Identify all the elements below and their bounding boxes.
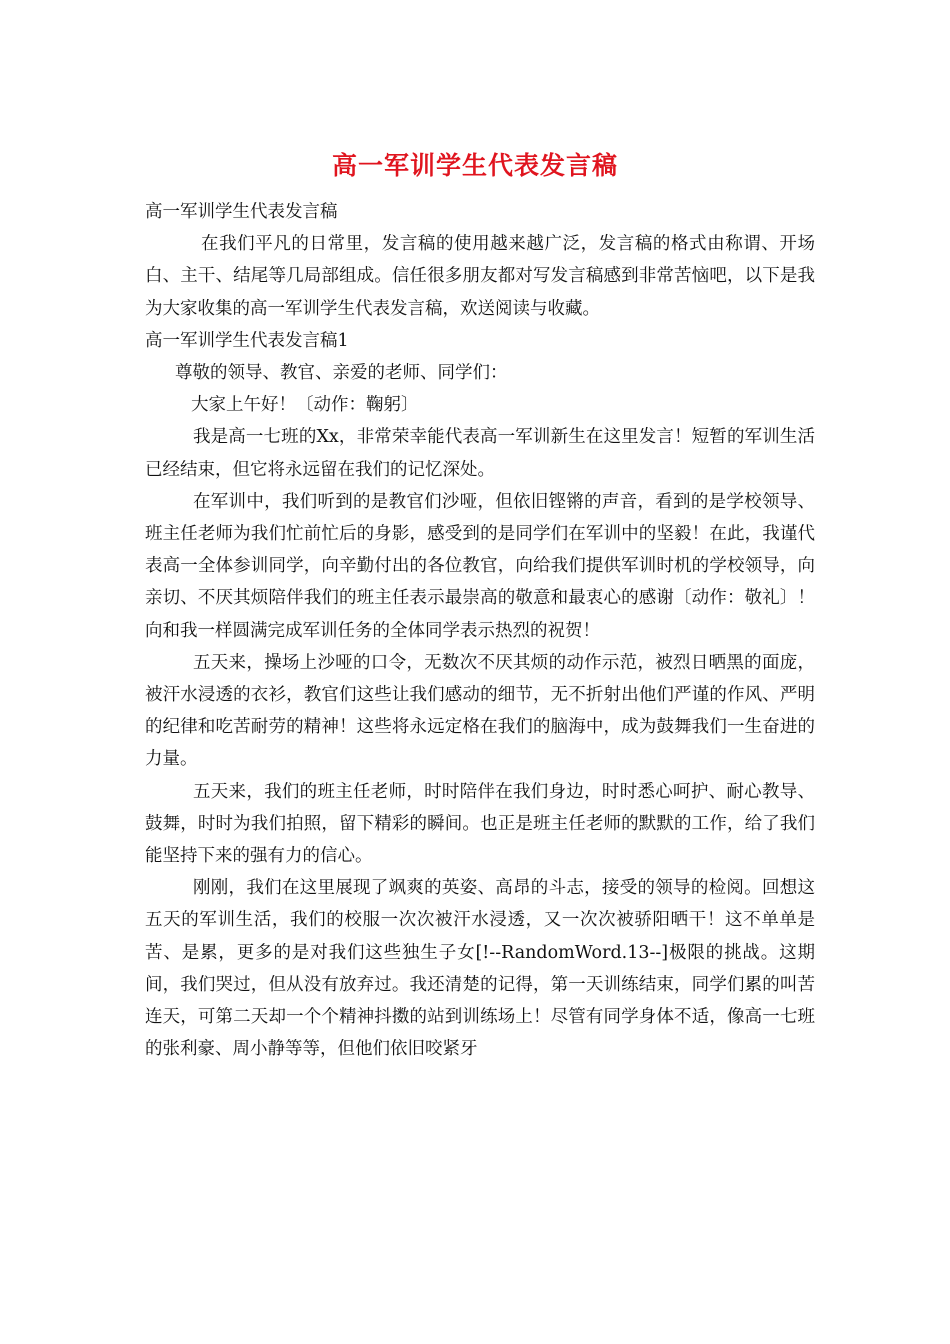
greeting: 大家上午好！〔动作：鞠躬〕	[191, 395, 419, 416]
intro-paragraph: 在我们平凡的日常里，发言稿的使用越来越广泛，发言稿的格式由称谓、开场白、主干、结尾等几局部组成。信任很多朋友都对写发言稿感到非常苦恼吧，以下是我为大家收集的高一军训学生代表发言稿，欢送阅读与收藏。	[145, 234, 815, 319]
document-subtitle: 高一军训学生代表发言稿	[145, 202, 338, 222]
section-heading: 高一军训学生代表发言稿1	[145, 330, 349, 351]
document-title: 高一军训学生代表发言稿	[331, 151, 618, 180]
body-paragraph: 在军训中，我们听到的是教官们沙哑，但依旧铿锵的声音，看到的是学校领导、班主任老师为我们忙前忙后的身影，感受到的是同学们在军训中的坚毅！在此，我谨代表高一全体参训同学，向辛勤付出的各位教官，向给我们提供军训时机的学校领导，向亲切、不厌其烦陪伴我们的班主任表示最崇高的敬意和最衷心的感谢〔动作：敬礼〕！向和我一样圆满完成军训任务的全体同学表示热烈的祝贺！	[145, 491, 815, 641]
salutation: 尊敬的领导、教官、亲爱的老师、同学们：	[175, 363, 508, 384]
body-paragraph: 刚刚，我们在这里展现了飒爽的英姿、高昂的斗志，接受的领导的检阅。回想这五天的军训生活，我们的校服一次次被汗水浸透，又一次次被骄阳晒干！这不单单是苦、是累，更多的是对我们这些独生子女[!--RandomWord.13--]极限的挑战。这期间，我们哭过，但从没有放弃过。我还清楚的记得，第一天训练结束，同学们累的叫苦连天，可第二天却一个个精神抖擞的站到训练场上！尽管有同学身体不适，像高一七班的张利豪、周小静等等，但他们依旧咬紧牙	[145, 878, 815, 1060]
body-paragraph: 我是高一七班的Xx，非常荣幸能代表高一军训新生在这里发言！短暂的军训生活已经结束，但它将永远留在我们的记忆深处。	[145, 427, 815, 480]
body-paragraph: 五天来，操场上沙哑的口令，无数次不厌其烦的动作示范，被烈日晒黑的面庞，被汗水浸透的衣衫，教官们这些让我们感动的细节，无不折射出他们严谨的作风、严明的纪律和吃苦耐劳的精神！这些将永远定格在我们的脑海中，成为鼓舞我们一生奋进的力量。	[145, 652, 815, 770]
document-body	[145, 196, 815, 1065]
body-paragraph: 五天来，我们的班主任老师，时时陪伴在我们身边，时时悉心呵护、耐心教导、鼓舞，时时为我们拍照，留下精彩的瞬间。也正是班主任老师的默默的工作，给了我们能坚持下来的强有力的信心。	[145, 781, 815, 867]
